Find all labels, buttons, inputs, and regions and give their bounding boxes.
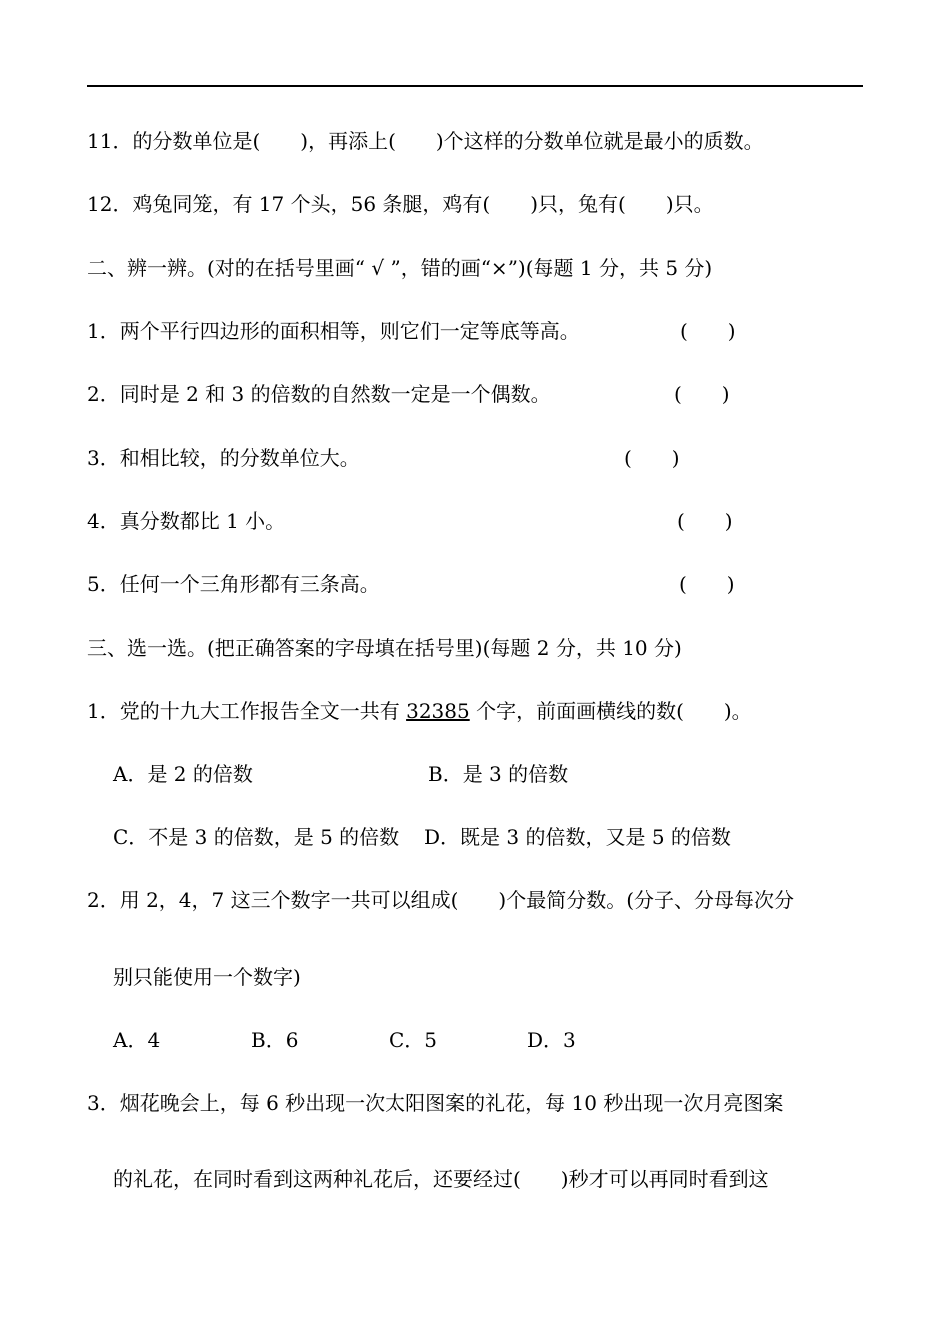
c1-option-c: C．不是 3 的倍数，是 5 的倍数 <box>113 825 400 849</box>
judge-item-4: 4．真分数都比 1 小。 <box>87 509 286 533</box>
c2-option-b: B．6 <box>251 1028 299 1052</box>
c1-option-b: B．是 3 的倍数 <box>428 762 569 786</box>
choice-question-1 <box>87 697 752 725</box>
choice-question-2-line-1: 2．用 2，4，7 这三个数字一共可以组成( )个最简分数。(分子、分母每次分 <box>87 888 795 912</box>
c2-option-a: A．4 <box>113 1028 161 1052</box>
judge-answer-blank-5: ( ) <box>679 572 735 596</box>
judge-answer-blank-2: ( ) <box>674 382 730 406</box>
c2-option-c: C．5 <box>389 1028 438 1052</box>
section-3-heading: 三、选一选。(把正确答案的字母填在括号里)(每题 2 分，共 10 分) <box>87 636 682 660</box>
q11-text-pre: 11．的分数单位是( <box>87 129 261 153</box>
q11-text-post: )个这样的分数单位就是最小的质数。 <box>395 129 764 153</box>
judge-answer-blank-4: ( ) <box>677 509 733 533</box>
c2-option-d: D．3 <box>527 1028 576 1052</box>
c1-underlined-number: 32385 <box>406 699 470 723</box>
judge-answer-blank-3: ( ) <box>624 446 680 470</box>
c1-option-d: D．既是 3 的倍数，又是 5 的倍数 <box>424 825 731 849</box>
choice-question-2-line-2: 别只能使用一个数字) <box>113 965 301 989</box>
judge-answer-blank-1: ( ) <box>680 319 736 343</box>
question-12: 12．鸡兔同笼，有 17 个头，56 条腿，鸡有( )只，兔有( )只。 <box>87 192 714 216</box>
c1-text-post: 个字，前面画横线的数( )。 <box>469 699 752 723</box>
judge-item-2: 2．同时是 2 和 3 的倍数的自然数一定是一个偶数。 <box>87 382 551 406</box>
c1-text-pre: 1．党的十九大工作报告全文一共有 <box>87 699 407 723</box>
c1-option-a: A．是 2 的倍数 <box>113 762 253 786</box>
choice-question-3-line-1: 3．烟花晚会上，每 6 秒出现一次太阳图案的礼花，每 10 秒出现一次月亮图案 <box>87 1091 784 1115</box>
judge-item-3: 3．和相比较，的分数单位大。 <box>87 446 360 470</box>
q11-text-mid: )，再添上( <box>260 129 396 153</box>
question-11 <box>87 127 764 155</box>
section-2-heading: 二、辨一辨。(对的在括号里画“ √ ”，错的画“×”)(每题 1 分，共 5 分) <box>87 256 713 280</box>
judge-item-5: 5．任何一个三角形都有三条高。 <box>87 572 380 596</box>
header-rule <box>87 85 863 87</box>
judge-item-1: 1．两个平行四边形的面积相等，则它们一定等底等高。 <box>87 319 580 343</box>
choice-question-3-line-2: 的礼花，在同时看到这两种礼花后，还要经过( )秒才可以再同时看到这 <box>113 1167 769 1191</box>
